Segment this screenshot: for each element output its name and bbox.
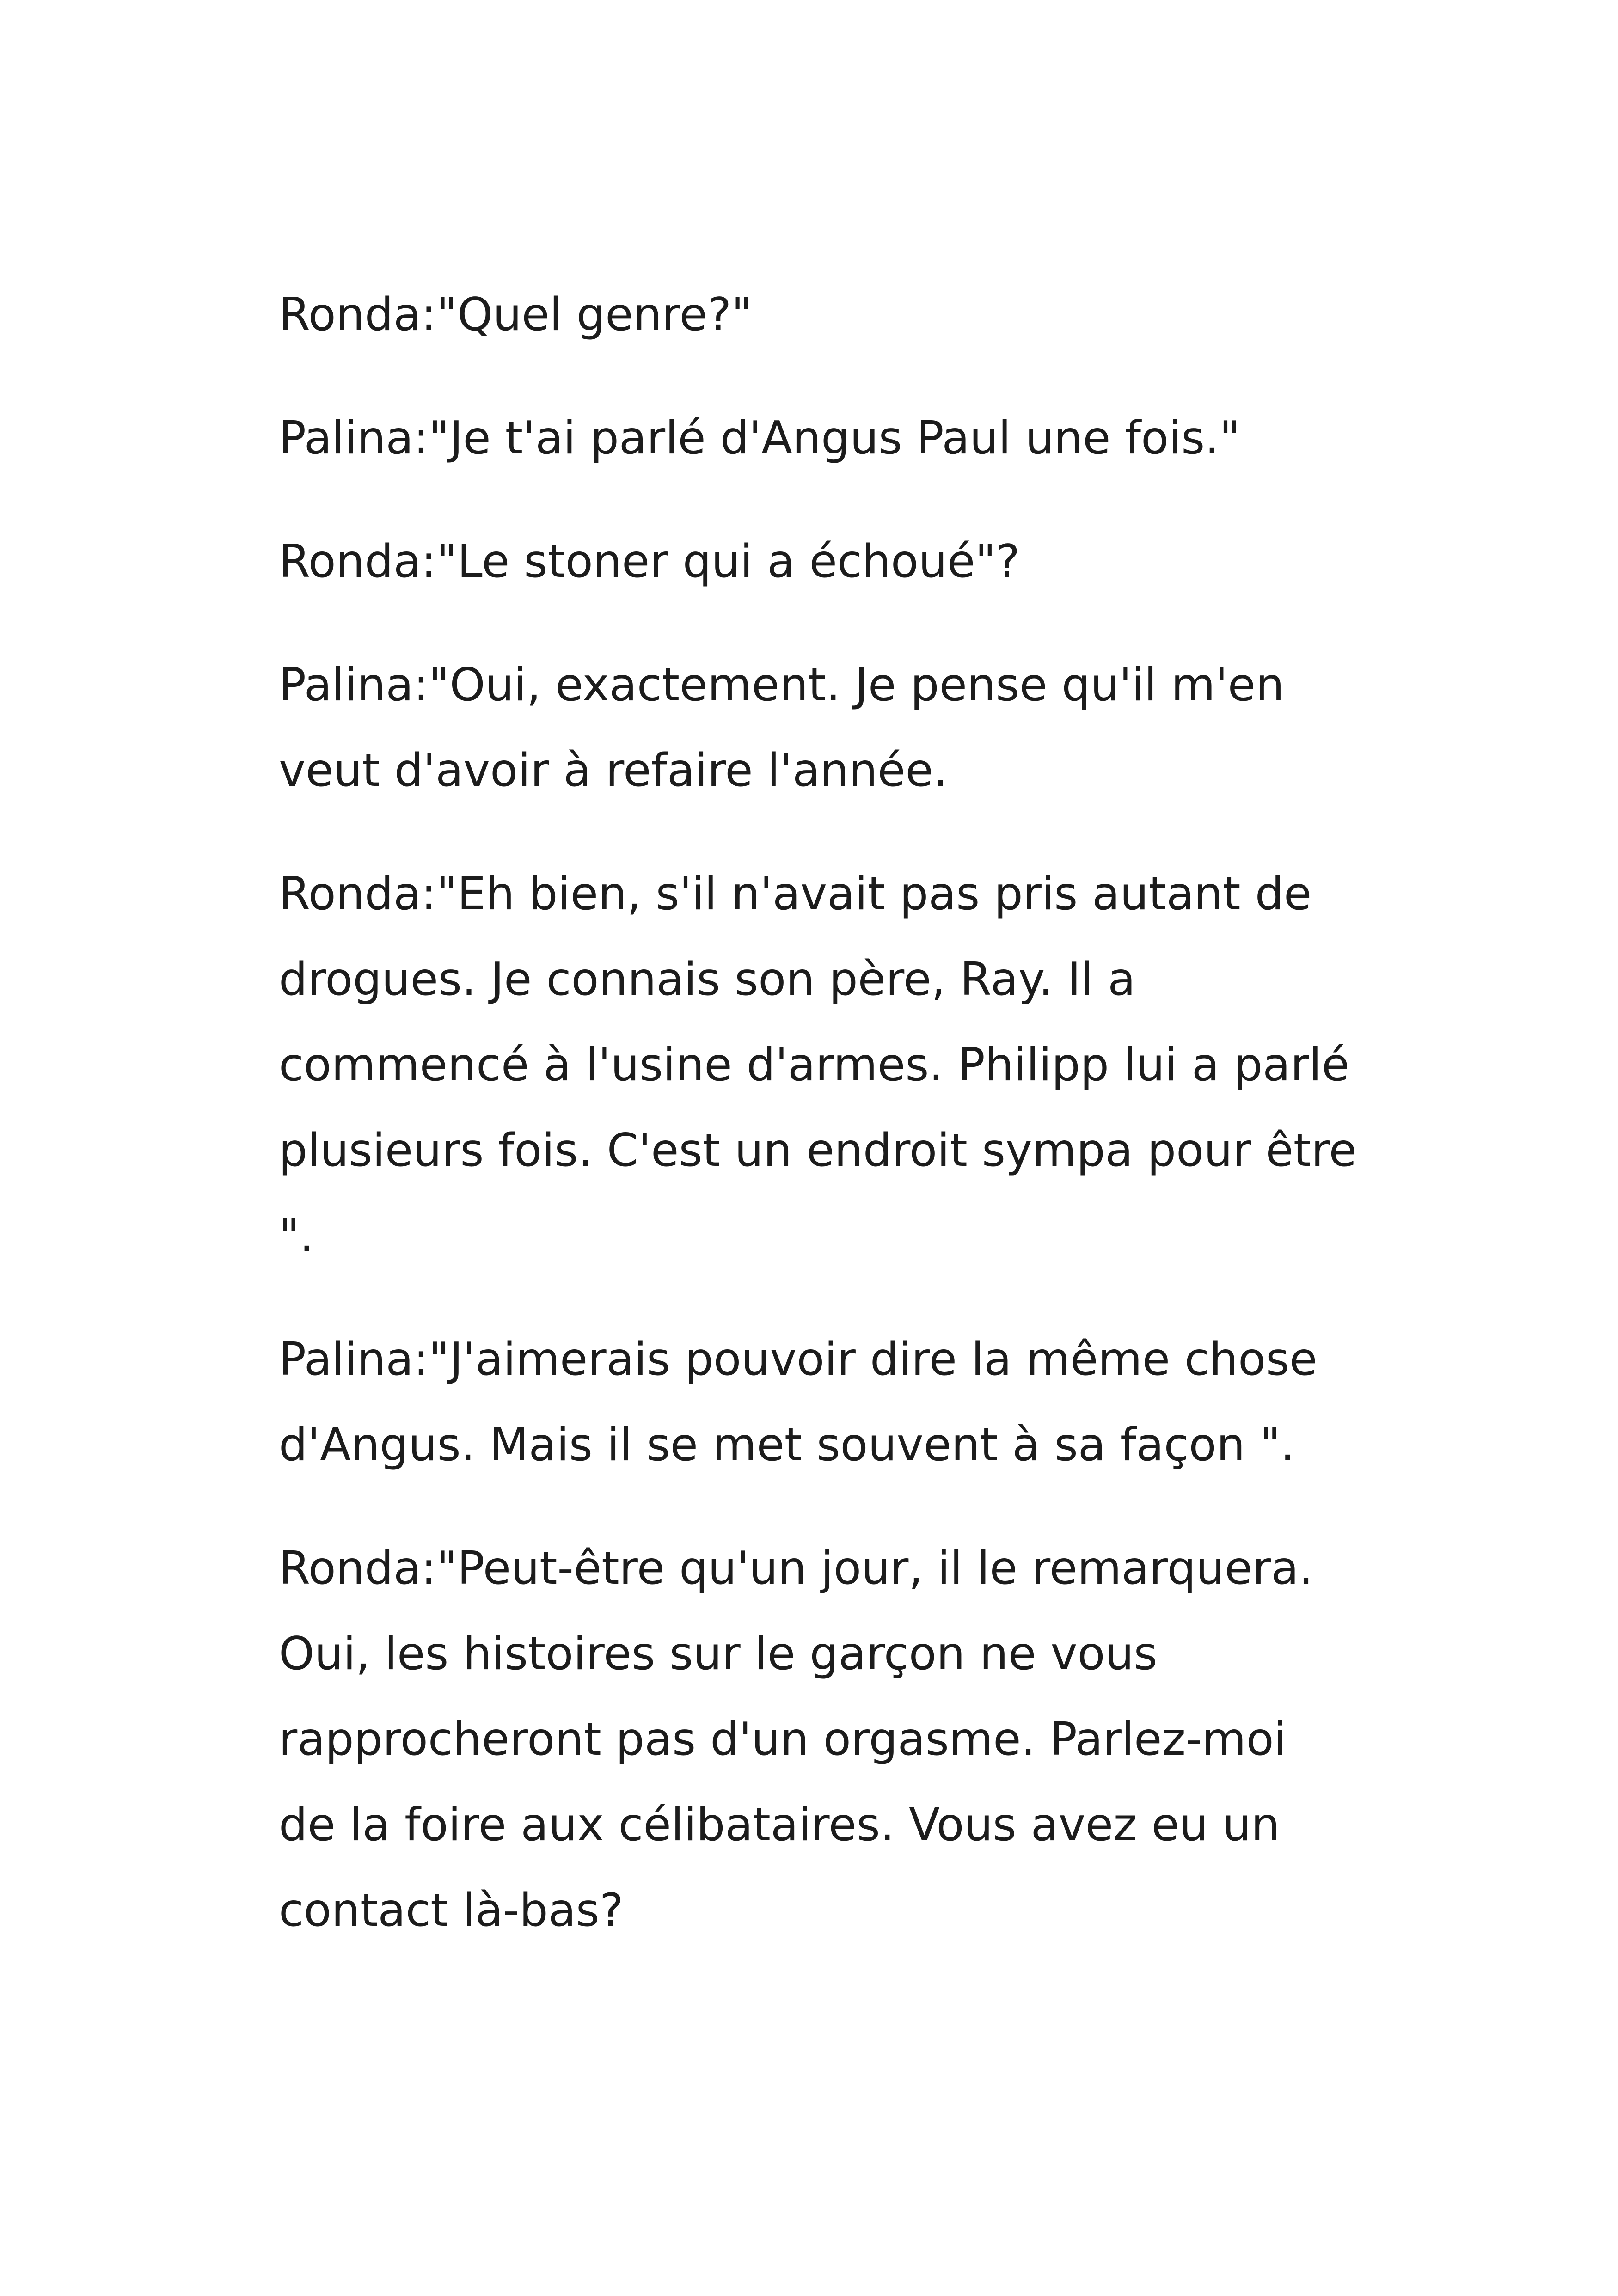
text-line: veut d'avoir à refaire l'année. (279, 744, 948, 797)
text-line: Ronda:"Quel genre?" (279, 288, 753, 341)
text-line: commencé à l'usine d'armes. Philipp lui a parlé (279, 1039, 1350, 1091)
text-line: Palina:"J'aimerais pouvoir dire la même chose (279, 1333, 1318, 1386)
text-line: drogues. Je connais son père, Ray. Il a (279, 953, 1136, 1006)
text-line: Oui, les histoires sur le garçon ne vous (279, 1628, 1158, 1680)
paragraph (279, 643, 1361, 814)
text-line: de la foire aux célibataires. Vous avez eu un (279, 1799, 1280, 1851)
paragraph (279, 396, 1361, 481)
paragraph-spacer (279, 481, 1361, 519)
text-line: Ronda:"Le stoner qui a échoué"? (279, 535, 1020, 588)
paragraph (279, 851, 1361, 1279)
text-line: Palina:"Je t'ai parlé d'Angus Paul une fois." (279, 412, 1240, 465)
paragraph-spacer (279, 1488, 1361, 1526)
paragraph (279, 1317, 1361, 1488)
text-line: rapprocheront pas d'un orgasme. Parlez-moi (279, 1713, 1287, 1766)
text-line: plusieurs fois. C'est un endroit sympa pour être (279, 1124, 1357, 1177)
paragraph-spacer (279, 1279, 1361, 1317)
text-line: Ronda:"Peut-être qu'un jour, il le remarquera. (279, 1542, 1313, 1595)
paragraph-spacer (279, 814, 1361, 851)
paragraph-spacer (279, 605, 1361, 643)
paragraph (279, 519, 1361, 605)
paragraph (279, 272, 1361, 358)
dialogue-text (279, 272, 1361, 1953)
text-line: Ronda:"Eh bien, s'il n'avait pas pris autant de (279, 868, 1312, 920)
text-line: Palina:"Oui, exactement. Je pense qu'il m'en (279, 659, 1285, 711)
paragraph-spacer (279, 358, 1361, 396)
paragraph (279, 1526, 1361, 1953)
text-line: d'Angus. Mais il se met souvent à sa façon ". (279, 1419, 1295, 1471)
text-line: ". (279, 1210, 314, 1262)
text-line: contact là-bas? (279, 1884, 624, 1937)
